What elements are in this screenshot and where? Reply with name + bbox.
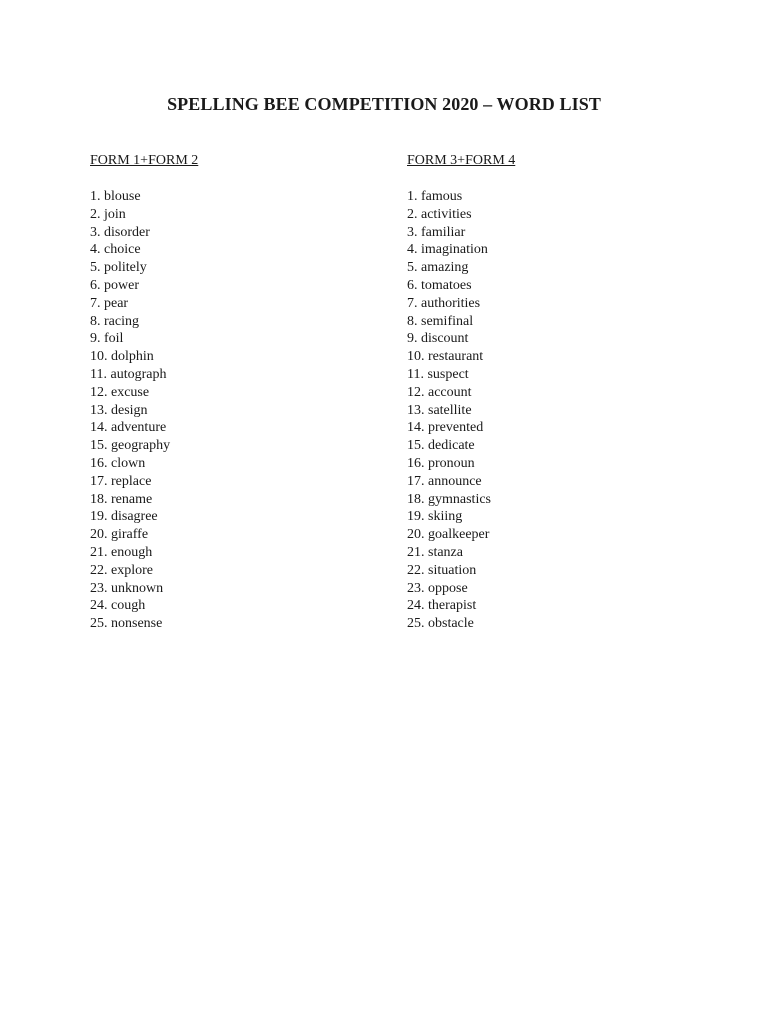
word-item: 15. dedicate xyxy=(407,438,475,454)
word-item: 7. authorities xyxy=(407,295,481,311)
column-heading: FORM 3+FORM 4 xyxy=(407,153,516,168)
word-item: 4. choice xyxy=(90,242,141,258)
word-item: 6. tomatoes xyxy=(407,277,472,293)
word-item: 5. amazing xyxy=(407,260,469,276)
word-item: 7. pear xyxy=(90,295,129,311)
word-item: 18. rename xyxy=(90,491,153,507)
word-item: 8. semifinal xyxy=(407,313,474,329)
word-item: 4. imagination xyxy=(407,242,488,258)
word-item: 10. restaurant xyxy=(407,349,484,365)
word-item: 16. pronoun xyxy=(407,455,475,471)
word-item: 14. adventure xyxy=(90,420,167,436)
word-item: 10. dolphin xyxy=(90,349,154,365)
word-item: 2. activities xyxy=(407,206,472,222)
form-1-2-column xyxy=(90,152,390,633)
word-item: 17. announce xyxy=(407,473,482,489)
word-item: 1. famous xyxy=(407,189,463,204)
word-item: 13. design xyxy=(90,402,148,418)
document-title: SPELLING BEE COMPETITION 2020 – WORD LIST xyxy=(167,94,601,114)
word-item: 3. familiar xyxy=(407,224,466,240)
form-3-4-column xyxy=(407,152,707,633)
word-item: 20. giraffe xyxy=(90,527,149,543)
word-item: 24. therapist xyxy=(407,598,477,614)
word-list xyxy=(90,188,390,633)
column-heading: FORM 1+FORM 2 xyxy=(90,153,199,168)
word-item: 19. skiing xyxy=(407,509,463,525)
word-item: 19. disagree xyxy=(90,509,158,525)
word-item: 11. suspect xyxy=(407,366,469,382)
word-item: 25. nonsense xyxy=(90,616,163,632)
word-item: 22. situation xyxy=(407,562,477,578)
word-item: 16. clown xyxy=(90,455,146,471)
word-item: 3. disorder xyxy=(90,224,150,240)
word-item: 11. autograph xyxy=(90,366,167,382)
word-item: 14. prevented xyxy=(407,420,484,436)
word-item: 25. obstacle xyxy=(407,616,474,632)
word-item: 22. explore xyxy=(90,562,153,578)
word-list xyxy=(407,188,707,633)
word-item: 8. racing xyxy=(90,313,139,329)
word-item: 5. politely xyxy=(90,260,147,276)
word-item: 24. cough xyxy=(90,598,146,614)
word-item: 13. satellite xyxy=(407,402,472,418)
word-item: 12. account xyxy=(407,384,472,400)
word-item: 18. gymnastics xyxy=(407,491,491,507)
word-item: 23. oppose xyxy=(407,580,468,596)
word-item: 1. blouse xyxy=(90,189,141,204)
word-item: 15. geography xyxy=(90,438,171,454)
word-item: 6. power xyxy=(90,277,139,293)
word-item: 9. discount xyxy=(407,331,469,347)
word-item: 2. join xyxy=(90,206,126,222)
word-item: 17. replace xyxy=(90,473,152,489)
word-item: 9. foil xyxy=(90,331,124,347)
word-item: 21. stanza xyxy=(407,544,463,560)
word-item: 12. excuse xyxy=(90,384,150,400)
word-item: 23. unknown xyxy=(90,580,164,596)
word-item: 21. enough xyxy=(90,544,153,560)
word-item: 20. goalkeeper xyxy=(407,527,490,543)
